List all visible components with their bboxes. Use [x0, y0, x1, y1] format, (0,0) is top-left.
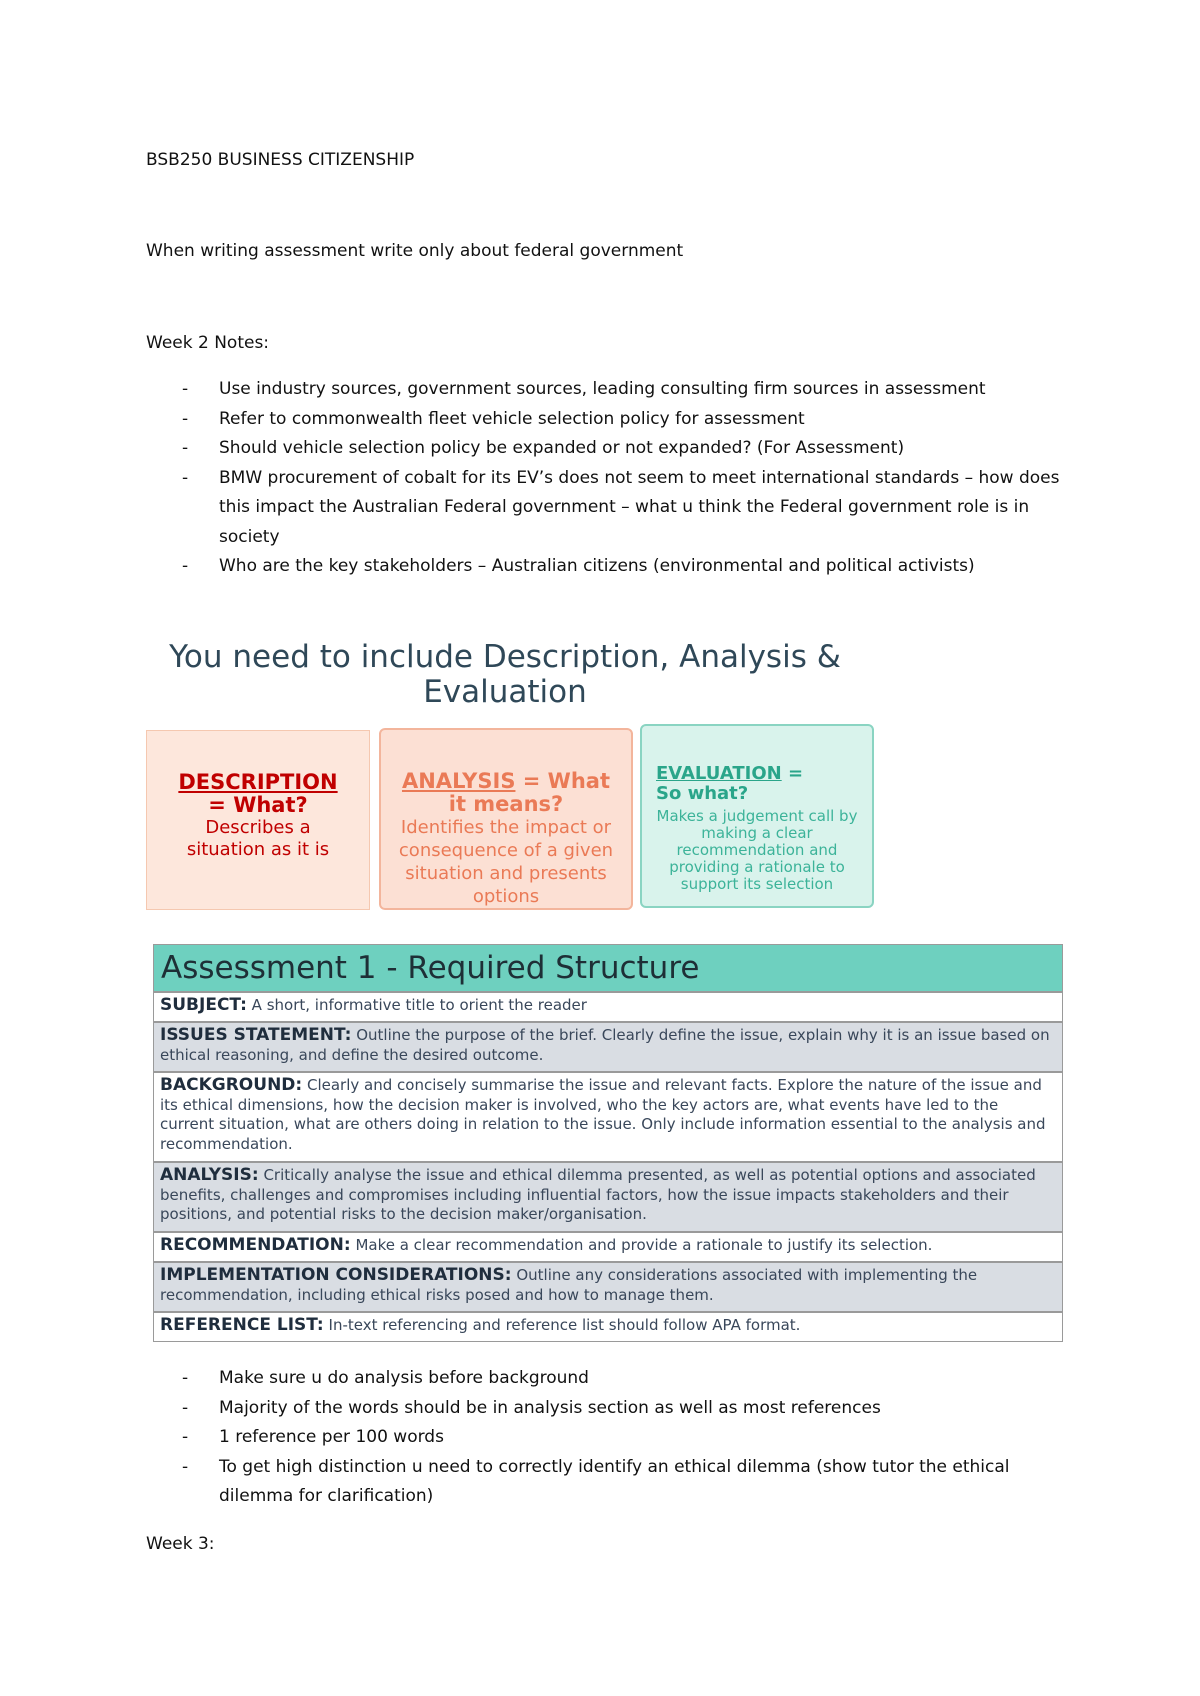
- table-row: SUBJECT: A short, informative title to orient the reader: [154, 991, 1062, 1021]
- table-row: IMPLEMENTATION CONSIDERATIONS: Outline any considerations associated with implementing the recommendation, including ethical risks posed and how to manage them.: [154, 1261, 1062, 1311]
- list-item: - Refer to commonwealth fleet vehicle selection policy for assessment: [182, 408, 805, 429]
- list-item: - Should vehicle selection policy be expanded or not expanded? (For Assessment): [182, 438, 905, 458]
- doc-note: When writing assessment write only about federal government: [146, 241, 684, 261]
- evaluation-card: EVALUATION = So what? Makes a judgement call by making a clear recommendation and providing a rationale to support its selection: [640, 724, 874, 908]
- table-row: BACKGROUND: Clearly and concisely summarise the issue and relevant facts. Explore the nature of the issue and its ethical dimensions, how the decision maker is involved, who the key actors are, what events have led to the current situation, what are others doing in relation to the issue. Only include information essential to the analysis and recommendation.: [154, 1071, 1062, 1161]
- analysis-card: ANALYSIS = What it means? Identifies the impact or consequence of a given situation and presents options: [379, 728, 633, 910]
- list-item: - BMW procurement of cobalt for its EV’s does not seem to meet international standards – how does this impact the Australian Federal government – what u think the Federal government role is in society: [182, 467, 1060, 547]
- structure-title: Assessment 1 - Required Structure: [154, 945, 1062, 991]
- table-row: ANALYSIS: Critically analyse the issue and ethical dilemma presented, as well as potential options and associated benefits, challenges and compromises including influential factors, how the issue impacts stakeholders and their positions, and potential risks to the decision maker/organisation.: [154, 1161, 1062, 1231]
- table-row: REFERENCE LIST: In-text referencing and reference list should follow APA format.: [154, 1311, 1062, 1341]
- list-item: - Use industry sources, government sources, leading consulting firm sources in assessment: [182, 379, 986, 399]
- description-card: DESCRIPTION = What? Describes a situation as it is: [146, 730, 370, 910]
- dae-heading: You need to include Description, Analysis & Evaluation: [169, 639, 841, 710]
- required-structure-table: [153, 944, 1063, 1342]
- list-item: - Make sure u do analysis before background: [182, 1368, 589, 1388]
- list-item: - Who are the key stakeholders – Australian citizens (environmental and political activists): [182, 556, 975, 576]
- week2-bullet-list: [146, 375, 1086, 582]
- list-item: - 1 reference per 100 words: [182, 1427, 444, 1447]
- week2-heading: Week 2 Notes:: [146, 333, 270, 353]
- week3-heading: Week 3:: [146, 1534, 215, 1554]
- list-item: - Majority of the words should be in analysis section as well as most references: [182, 1397, 881, 1418]
- list-item: - To get high distinction u need to correctly identify an ethical dilemma (show tutor the ethical dilemma for clarification): [182, 1456, 1010, 1506]
- post-table-bullet-list: [146, 1364, 1086, 1512]
- table-row: ISSUES STATEMENT: Outline the purpose of the brief. Clearly define the issue, explain why it is an issue based on ethical reasoning, and define the desired outcome.: [154, 1021, 1062, 1071]
- doc-title: BSB250 BUSINESS CITIZENSHIP: [146, 150, 415, 170]
- table-row: RECOMMENDATION: Make a clear recommendation and provide a rationale to justify its selection.: [154, 1231, 1062, 1261]
